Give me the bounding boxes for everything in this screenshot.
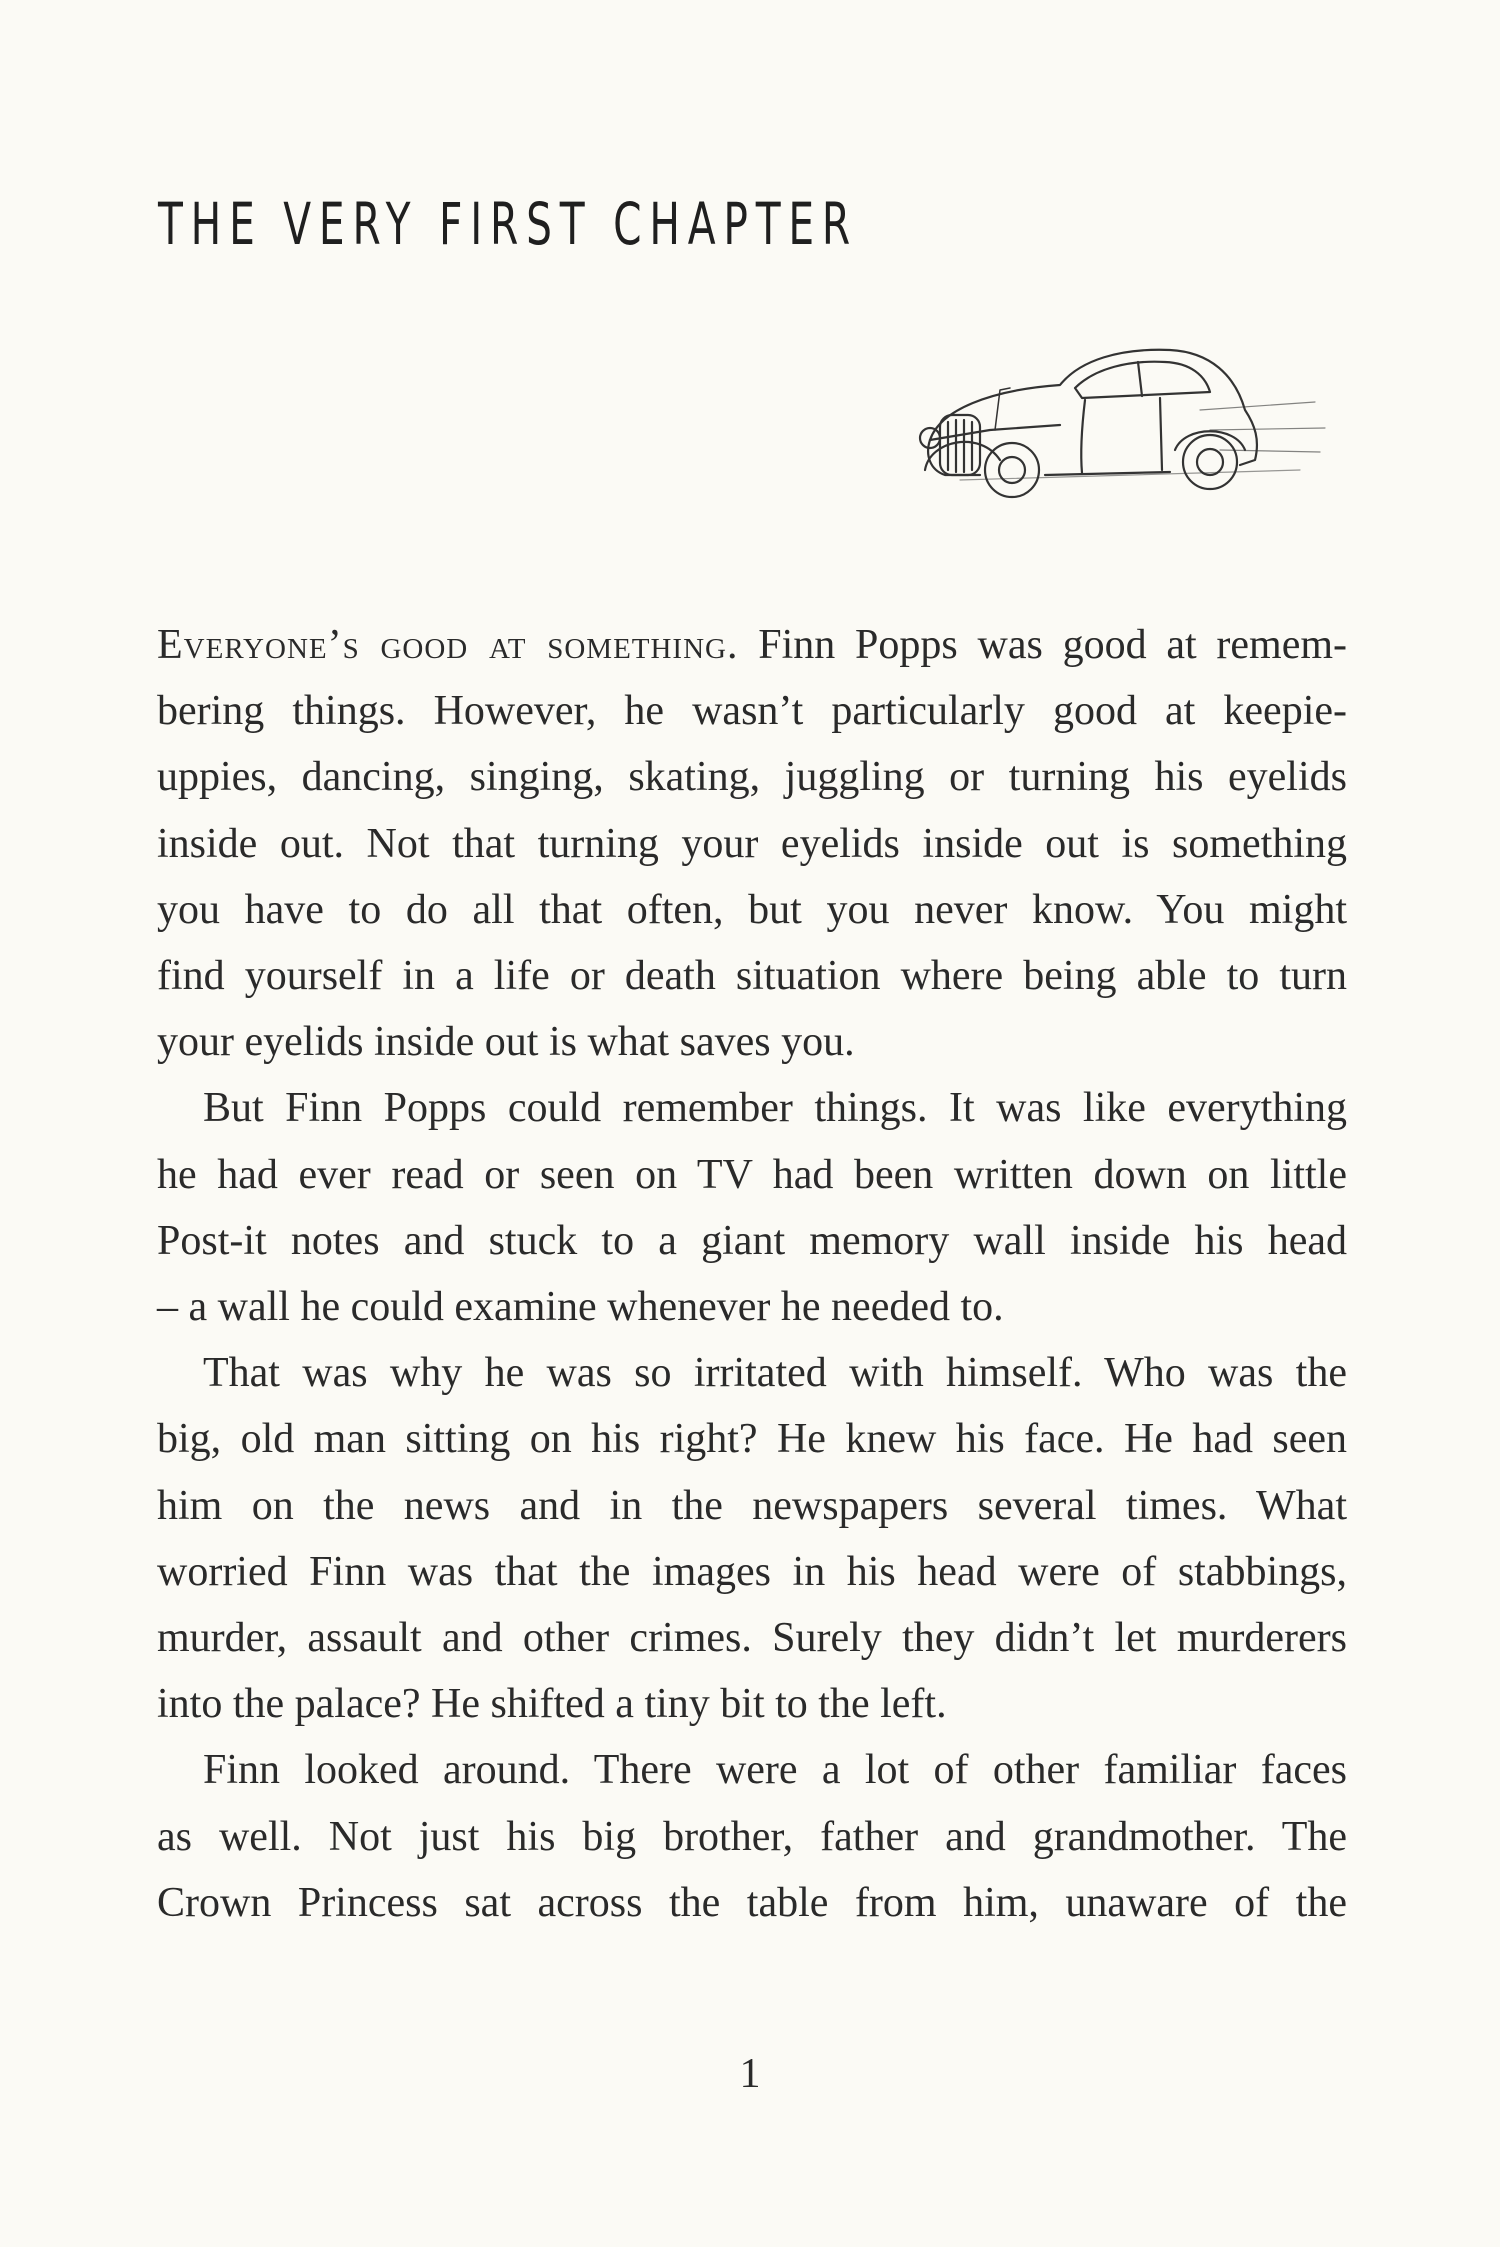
chapter-title: THE VERY FIRST CHAPTER bbox=[158, 190, 858, 258]
text-line: as well. Not just his big brother, father and grandmother. The bbox=[157, 1813, 1347, 1860]
text-line: But Finn Popps could remember things. It was like everything bbox=[203, 1085, 1347, 1132]
text-line: uppies, dancing, singing, skating, juggling or turning his eyelids bbox=[157, 754, 1347, 801]
text-line: Finn looked around. There were a lot of other familiar faces bbox=[203, 1747, 1347, 1794]
text-line: murder, assault and other crimes. Surely they didn’t let murderers bbox=[157, 1615, 1347, 1662]
paragraph-2 bbox=[157, 1075, 1347, 1340]
text-line: inside out. Not that turning your eyelids inside out is something bbox=[157, 820, 1347, 867]
text-line: him on the news and in the newspapers several times. What bbox=[157, 1482, 1347, 1529]
text-line: That was why he was so irritated with himself. Who was the bbox=[203, 1350, 1347, 1397]
paragraph-1 bbox=[157, 612, 1347, 1075]
text-line: Crown Princess sat across the table from him, unaware of the bbox=[157, 1879, 1347, 1926]
text-line: he had ever read or seen on TV had been written down on little bbox=[157, 1151, 1347, 1198]
text-line: big, old man sitting on his right? He knew his face. He had seen bbox=[157, 1416, 1347, 1463]
text-line: – a wall he could examine whenever he needed to. bbox=[157, 1284, 1004, 1331]
text-line: your eyelids inside out is what saves you. bbox=[157, 1019, 855, 1066]
paragraph-4 bbox=[157, 1737, 1347, 1936]
text-line: Post-it notes and stuck to a giant memory wall inside his head bbox=[157, 1217, 1347, 1264]
text-line: into the palace? He shifted a tiny bit to the left. bbox=[157, 1681, 947, 1728]
paragraph-3 bbox=[157, 1340, 1347, 1737]
opening-smallcaps: Everyone’s good at something. bbox=[157, 622, 739, 668]
text-line: find yourself in a life or death situation where being able to turn bbox=[157, 953, 1347, 1000]
text-line: Finn Popps was good at remem- bbox=[738, 622, 1347, 668]
text-line: you have to do all that often, but you never know. You might bbox=[157, 886, 1347, 933]
vintage-car-icon bbox=[870, 330, 1330, 510]
text-line: worried Finn was that the images in his head were of stabbings, bbox=[157, 1548, 1347, 1595]
page-number: 1 bbox=[739, 2051, 761, 2097]
chapter-body bbox=[157, 612, 1347, 1936]
text-line: bering things. However, he wasn’t particularly good at keepie- bbox=[157, 688, 1347, 735]
